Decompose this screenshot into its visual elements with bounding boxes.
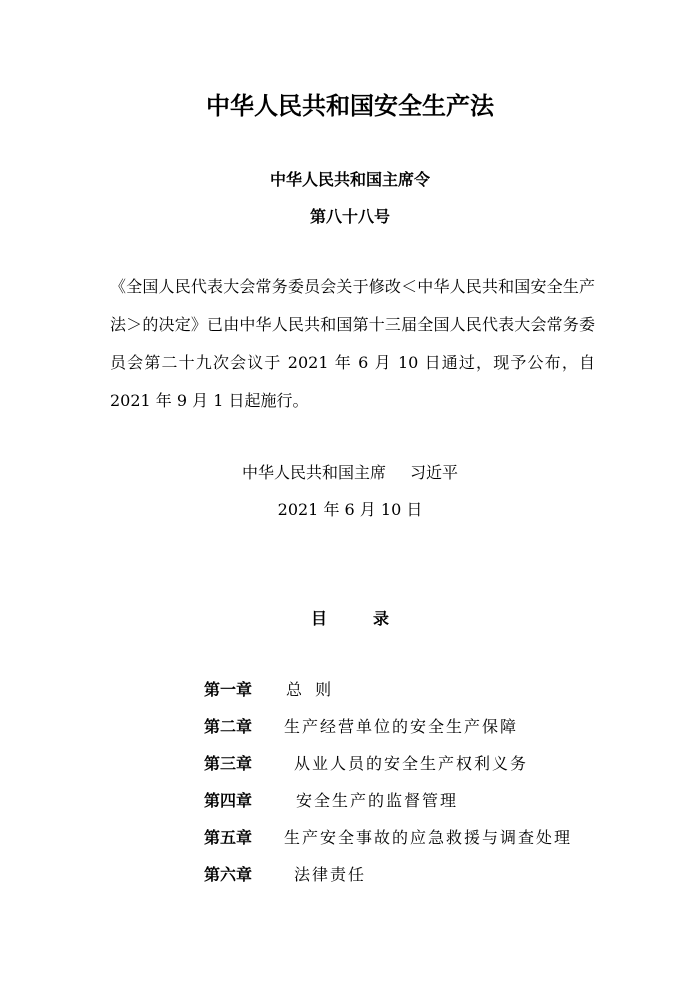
toc-item [204,789,624,826]
toc-heading [0,606,700,629]
toc-chapter-number: 第六章 [204,865,253,884]
toc-chapter-name: 安全生产的监督管理 [296,791,459,810]
signatory-title: 中华人民共和国主席 [241,463,386,482]
toc-heading-right: 录 [373,609,390,628]
toc-chapter-number: 第三章 [204,754,253,773]
toc-chapter-name: 生产安全事故的应急救援与调查处理 [284,828,573,847]
toc-item [204,863,624,900]
decision-paragraph: 《全国人民代表大会常务委员会关于修改＜中华人民共和国安全生产法＞的决定》已由中华人民共和国第十三届全国人民代表大会常务委员会第二十九次会议于 2021 年 6 月 10 日通过，现予公布，自 2021 年 9 月 1 日起施行。 [110,277,595,410]
toc-chapter-number: 第五章 [204,828,253,847]
toc-chapter-number: 第四章 [204,791,253,810]
signatory-name: 习近平 [410,463,459,482]
toc-chapter-name: 从业人员的安全生产权利义务 [294,754,529,773]
toc-item [204,826,624,863]
toc-item [204,678,624,715]
order-issuer: 中华人民共和国主席令 [269,170,430,189]
toc-item [204,715,624,752]
toc-list [204,678,624,900]
toc-item [204,752,624,789]
toc-heading-left: 目 [310,609,327,628]
document-title: 中华人民共和国安全生产法 [206,92,494,120]
toc-chapter-number: 第一章 [204,680,253,699]
order-number: 第八十八号 [309,207,390,226]
toc-chapter-name: 总 则 [286,680,336,699]
toc-chapter-number: 第二章 [204,717,253,736]
toc-chapter-name: 生产经营单位的安全生产保障 [284,717,519,736]
issue-date: 2021 年 6 月 10 日 [277,500,423,519]
signature-line [0,460,700,483]
toc-chapter-name: 法律责任 [294,865,367,884]
